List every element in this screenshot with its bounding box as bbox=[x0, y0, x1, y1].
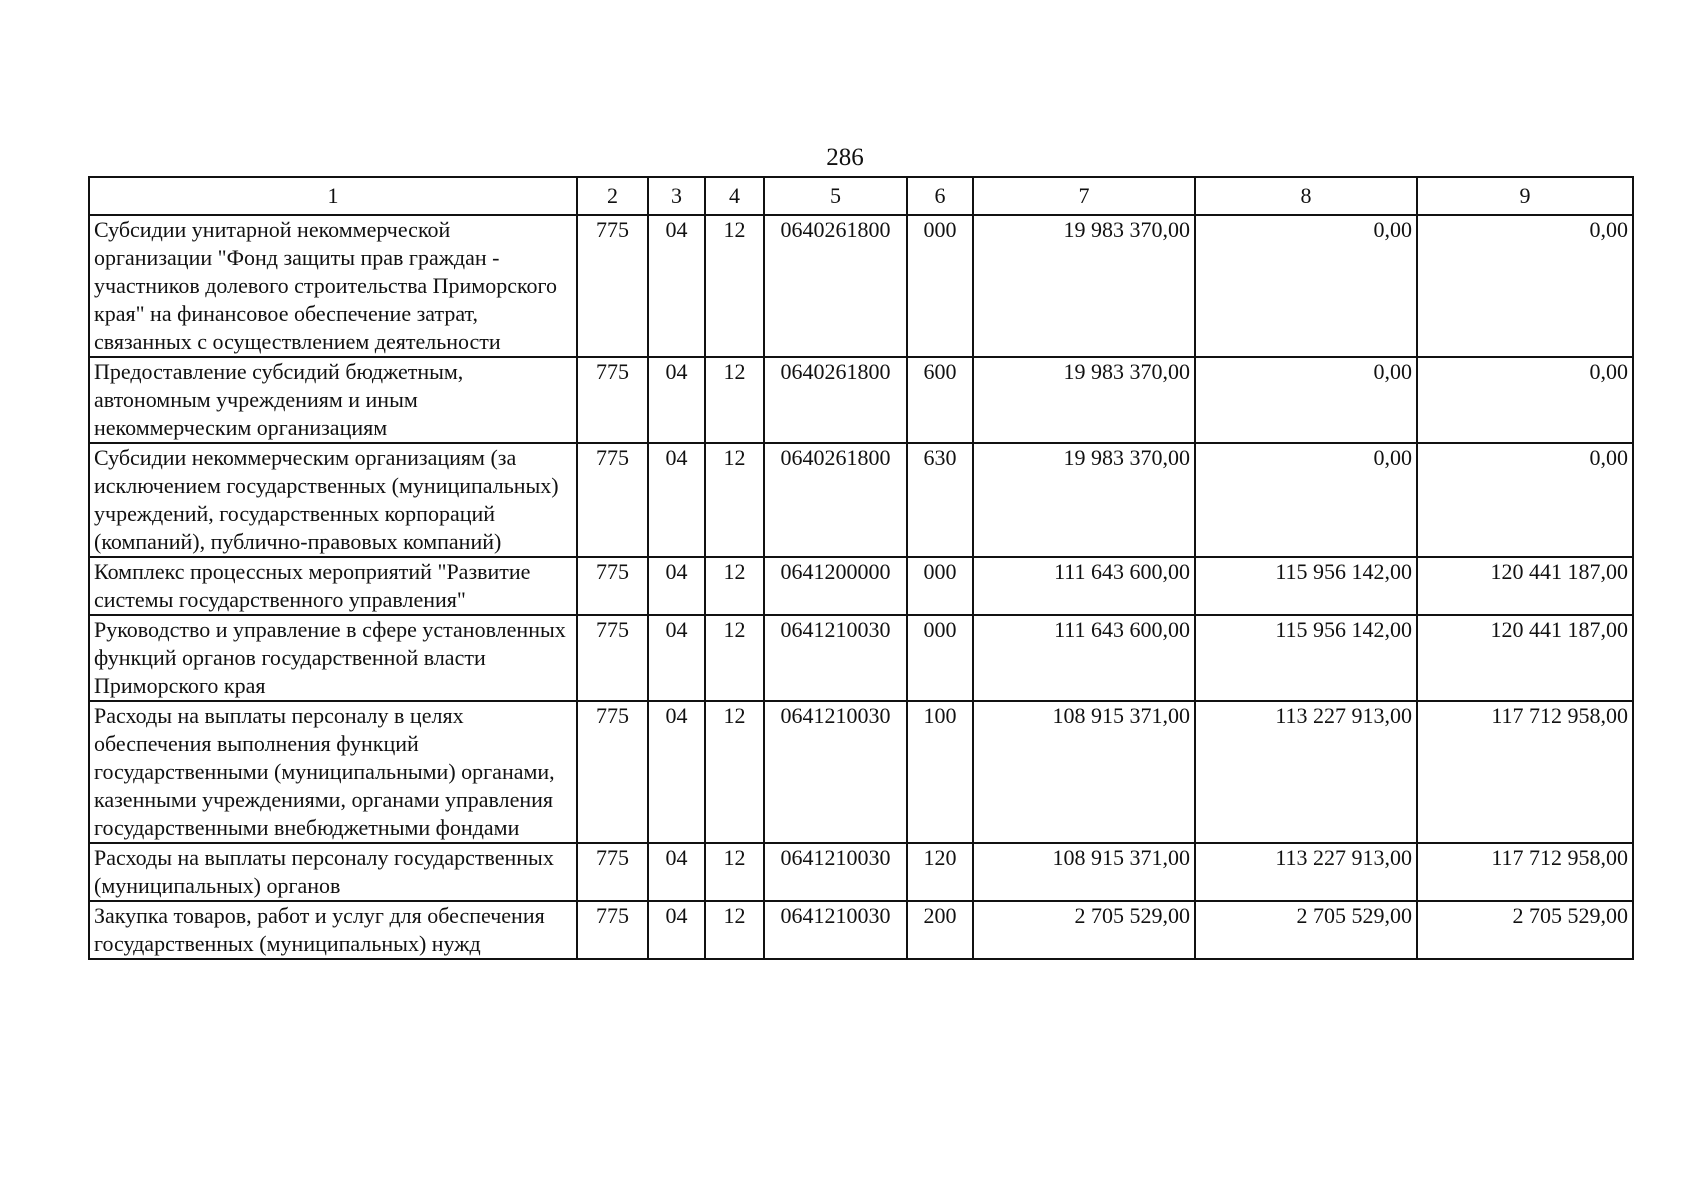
amount-col9: 120 441 187,00 bbox=[1417, 557, 1633, 615]
amount-col7: 19 983 370,00 bbox=[973, 357, 1195, 443]
ministry-code: 775 bbox=[577, 701, 648, 843]
row-name: Субсидии некоммерческим организациям (за исключением государственных (муниципальных) учреждений, государственных корпораций (компаний), публично-правовых компаний) bbox=[89, 443, 577, 557]
row-name: Закупка товаров, работ и услуг для обеспечения государственных (муниципальных) нужд bbox=[89, 901, 577, 959]
row-name: Субсидии унитарной некоммерческой организации "Фонд защиты прав граждан - участников долевого строительства Приморского края" на финансовое обеспечение затрат, связанных с осуществлением деятельности bbox=[89, 215, 577, 357]
amount-col7: 111 643 600,00 bbox=[973, 615, 1195, 701]
amount-col9: 117 712 958,00 bbox=[1417, 843, 1633, 901]
section-code: 04 bbox=[648, 215, 705, 357]
subsection-code: 12 bbox=[705, 357, 764, 443]
table-row bbox=[89, 701, 1633, 843]
row-name: Руководство и управление в сфере установленных функций органов государственной власти Приморского края bbox=[89, 615, 577, 701]
table-row bbox=[89, 215, 1633, 357]
subsection-code: 12 bbox=[705, 701, 764, 843]
amount-col7: 19 983 370,00 bbox=[973, 215, 1195, 357]
subsection-code: 12 bbox=[705, 557, 764, 615]
section-code: 04 bbox=[648, 615, 705, 701]
subsection-code: 12 bbox=[705, 901, 764, 959]
amount-col8: 0,00 bbox=[1195, 215, 1417, 357]
expense-type-code: 120 bbox=[907, 843, 973, 901]
amount-col7: 111 643 600,00 bbox=[973, 557, 1195, 615]
ministry-code: 775 bbox=[577, 215, 648, 357]
budget-table bbox=[88, 176, 1634, 960]
expense-type-code: 100 bbox=[907, 701, 973, 843]
expense-type-code: 630 bbox=[907, 443, 973, 557]
target-article-code: 0640261800 bbox=[764, 215, 907, 357]
column-header: 8 bbox=[1195, 177, 1417, 215]
amount-col9: 120 441 187,00 bbox=[1417, 615, 1633, 701]
ministry-code: 775 bbox=[577, 843, 648, 901]
subsection-code: 12 bbox=[705, 615, 764, 701]
row-name: Расходы на выплаты персоналу государственных (муниципальных) органов bbox=[89, 843, 577, 901]
subsection-code: 12 bbox=[705, 843, 764, 901]
section-code: 04 bbox=[648, 357, 705, 443]
header-row bbox=[89, 177, 1633, 215]
target-article-code: 0640261800 bbox=[764, 357, 907, 443]
row-name: Комплекс процессных мероприятий "Развитие системы государственного управления" bbox=[89, 557, 577, 615]
target-article-code: 0641200000 bbox=[764, 557, 907, 615]
expense-type-code: 000 bbox=[907, 615, 973, 701]
amount-col8: 115 956 142,00 bbox=[1195, 615, 1417, 701]
amount-col7: 108 915 371,00 bbox=[973, 701, 1195, 843]
target-article-code: 0640261800 bbox=[764, 443, 907, 557]
target-article-code: 0641210030 bbox=[764, 843, 907, 901]
target-article-code: 0641210030 bbox=[764, 901, 907, 959]
subsection-code: 12 bbox=[705, 443, 764, 557]
column-header: 2 bbox=[577, 177, 648, 215]
expense-type-code: 000 bbox=[907, 557, 973, 615]
amount-col8: 2 705 529,00 bbox=[1195, 901, 1417, 959]
row-name: Расходы на выплаты персоналу в целях обеспечения выполнения функций государственными (муниципальными) органами, казенными учреждениями, органами управления государственными внебюджетными фондами bbox=[89, 701, 577, 843]
section-code: 04 bbox=[648, 901, 705, 959]
amount-col7: 108 915 371,00 bbox=[973, 843, 1195, 901]
target-article-code: 0641210030 bbox=[764, 701, 907, 843]
ministry-code: 775 bbox=[577, 357, 648, 443]
expense-type-code: 200 bbox=[907, 901, 973, 959]
expense-type-code: 000 bbox=[907, 215, 973, 357]
table-row bbox=[89, 843, 1633, 901]
table-row bbox=[89, 357, 1633, 443]
section-code: 04 bbox=[648, 701, 705, 843]
amount-col8: 115 956 142,00 bbox=[1195, 557, 1417, 615]
amount-col7: 19 983 370,00 bbox=[973, 443, 1195, 557]
column-header: 9 bbox=[1417, 177, 1633, 215]
ministry-code: 775 bbox=[577, 901, 648, 959]
amount-col9: 0,00 bbox=[1417, 357, 1633, 443]
amount-col9: 117 712 958,00 bbox=[1417, 701, 1633, 843]
ministry-code: 775 bbox=[577, 443, 648, 557]
table-row bbox=[89, 443, 1633, 557]
amount-col9: 0,00 bbox=[1417, 215, 1633, 357]
amount-col8: 113 227 913,00 bbox=[1195, 701, 1417, 843]
amount-col8: 0,00 bbox=[1195, 357, 1417, 443]
expense-type-code: 600 bbox=[907, 357, 973, 443]
target-article-code: 0641210030 bbox=[764, 615, 907, 701]
amount-col9: 2 705 529,00 bbox=[1417, 901, 1633, 959]
column-header: 4 bbox=[705, 177, 764, 215]
section-code: 04 bbox=[648, 843, 705, 901]
section-code: 04 bbox=[648, 443, 705, 557]
subsection-code: 12 bbox=[705, 215, 764, 357]
table-row bbox=[89, 557, 1633, 615]
amount-col7: 2 705 529,00 bbox=[973, 901, 1195, 959]
amount-col9: 0,00 bbox=[1417, 443, 1633, 557]
section-code: 04 bbox=[648, 557, 705, 615]
column-header: 6 bbox=[907, 177, 973, 215]
table-row bbox=[89, 615, 1633, 701]
ministry-code: 775 bbox=[577, 557, 648, 615]
page-number: 286 bbox=[826, 144, 864, 171]
table-row bbox=[89, 901, 1633, 959]
column-header: 7 bbox=[973, 177, 1195, 215]
column-header: 3 bbox=[648, 177, 705, 215]
column-header: 5 bbox=[764, 177, 907, 215]
column-header: 1 bbox=[89, 177, 577, 215]
ministry-code: 775 bbox=[577, 615, 648, 701]
row-name: Предоставление субсидий бюджетным, автономным учреждениям и иным некоммерческим организациям bbox=[89, 357, 577, 443]
amount-col8: 0,00 bbox=[1195, 443, 1417, 557]
amount-col8: 113 227 913,00 bbox=[1195, 843, 1417, 901]
